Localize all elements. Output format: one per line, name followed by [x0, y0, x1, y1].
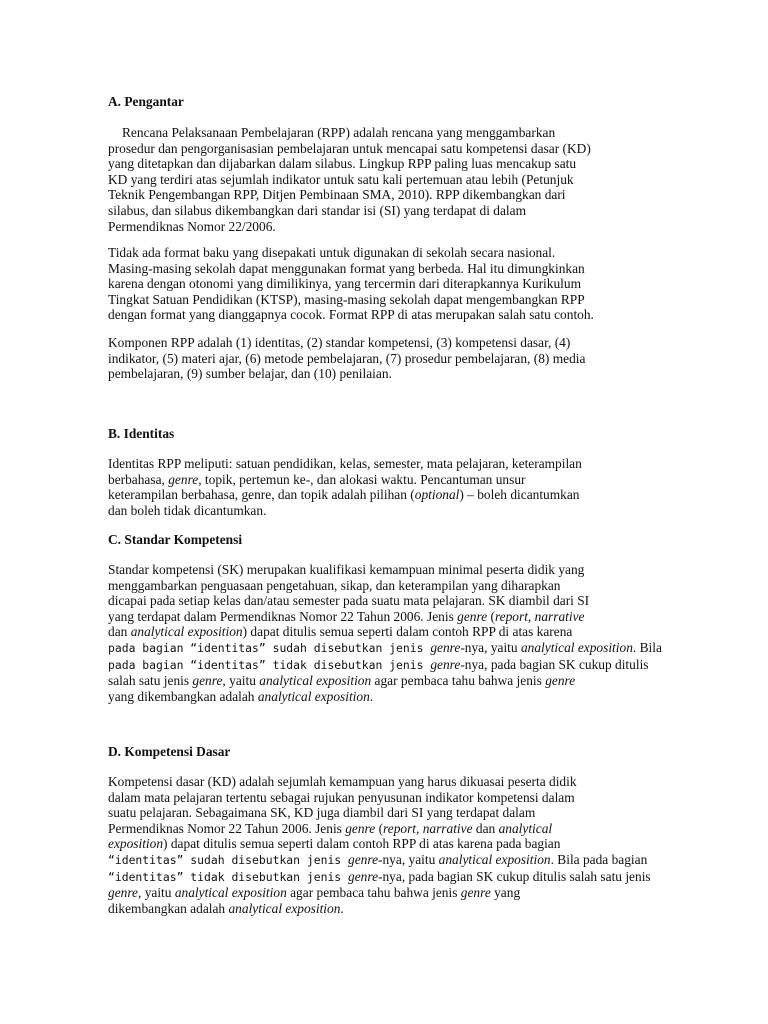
- text-line: [108, 673, 668, 689]
- italic-term: genre: [460, 885, 491, 901]
- text-run: , yaitu: [138, 885, 175, 901]
- text-run: yang: [490, 885, 521, 901]
- text-line: [108, 609, 668, 625]
- text-run: keterampilan berbahasa, genre, dan topik adalah pilihan (: [108, 487, 415, 503]
- italic-term: genre: [345, 820, 376, 836]
- text-line: karena dengan otonomi yang dimilikinya, yang tercermin dari diterapkannya Kurikulum: [108, 276, 581, 292]
- text-line: Standar kompetensi (SK) merupakan kualifikasi kemampuan minimal peserta didik yang: [108, 562, 585, 577]
- text-run: , topik, pertemun ke-, dan alokasi waktu. Pencantuman unsur: [198, 471, 526, 487]
- paragraph-standar-kompetensi: [108, 562, 668, 704]
- text-line: Teknik Pengembangan RPP, Ditjen Pembinaan SMA, 2010). RPP dikembangkan dari: [108, 187, 566, 203]
- paragraph-pengantar-1: [108, 125, 668, 234]
- text-line: [108, 821, 668, 837]
- text-line: dan boleh tidak dicantumkan.: [108, 502, 267, 518]
- text-line: Rencana Pelaksanaan Pembelajaran (RPP) adalah rencana yang menggambarkan: [122, 125, 556, 140]
- text-line: Kompetensi dasar (KD) adalah sejumlah kemampuan yang harus dikuasai peserta didik: [108, 774, 577, 789]
- text-line: [108, 640, 668, 657]
- text-line: dalam mata pelajaran tertentu sebagai rujukan penyusunan indikator kompetensi dalam: [108, 789, 575, 805]
- text-line: prosedur dan pengorganisasian pembelajaran untuk mencapai satu kompetensi dasar (KD): [108, 140, 591, 156]
- text-line: suatu pelajaran. Sebagaimana SK, KD juga diambil dari SI yang terdapat dalam: [108, 805, 536, 821]
- text-line: yang ditetapkan dan dijabarkan dalam silabus. Lingkup RPP paling luas mencakup satu: [108, 156, 577, 172]
- italic-term: genre: [457, 608, 488, 624]
- text-run: agar pembaca tahu bahwa jenis: [286, 885, 461, 901]
- text-run: dikembangkan adalah: [108, 900, 229, 916]
- italic-term: genre: [108, 885, 138, 901]
- italic-term: report, narrative: [383, 820, 473, 836]
- heading-standar-kompetensi: C. Standar Kompetensi: [108, 532, 243, 547]
- text-line: [108, 901, 668, 917]
- text-line: [108, 689, 668, 705]
- text-line: Masing-masing sekolah dapat menggunakan format yang berbeda. Hal itu dimungkinkan: [108, 260, 585, 276]
- heading-pengantar: A. Pengantar: [108, 94, 184, 109]
- text-run: agar pembaca tahu bahwa jenis: [371, 673, 546, 689]
- text-line: menggambarkan penguasaan pengetahuan, sikap, dan keterampilan yang diharapkan: [108, 577, 561, 593]
- italic-term: genre: [168, 471, 199, 487]
- paragraph-pengantar-2: [108, 245, 668, 323]
- text-line: [108, 624, 668, 640]
- text-run: dan: [108, 624, 131, 640]
- text-run: “identitas” tidak disebutkan jenis: [108, 869, 349, 884]
- text-run: .: [340, 900, 344, 916]
- italic-term: exposition: [108, 836, 164, 852]
- text-line: [108, 885, 668, 901]
- paragraph-identitas: [108, 456, 668, 518]
- text-line: Komponen RPP adalah (1) identitas, (2) standar kompetensi, (3) kompetensi dasar, (4): [108, 335, 571, 350]
- italic-term: genre: [545, 673, 576, 689]
- text-line: Tingkat Satuan Pendidikan (KTSP), masing-masing sekolah dapat mengembangkan RPP: [108, 291, 585, 307]
- text-run: ) dapat ditulis semua seperti dalam contoh RPP di atas karena: [242, 624, 573, 640]
- italic-term: genre: [348, 868, 379, 884]
- text-run: pada bagian “identitas” sudah disebutkan jenis: [108, 640, 431, 655]
- italic-term: analytical exposition: [130, 624, 243, 640]
- text-line: [108, 869, 668, 886]
- text-run: . Bila: [632, 639, 662, 655]
- italic-term: genre: [430, 656, 461, 672]
- text-line: [108, 472, 668, 488]
- text-line: [108, 836, 668, 852]
- text-line: dengan format yang dianggapnya cocok. Format RPP di atas merupakan salah satu contoh.: [108, 307, 594, 323]
- italic-term: optional: [414, 487, 460, 503]
- italic-term: genre: [192, 673, 223, 689]
- text-line: indikator, (5) materi ajar, (6) metode pembelajaran, (7) prosedur pembelajaran, (8) media: [108, 350, 586, 366]
- text-run: (: [375, 820, 384, 836]
- text-run: .: [369, 688, 374, 704]
- text-line: dicapai pada setiap kelas dan/atau semester pada suatu mata pelajaran. SK diambil dari SI: [108, 593, 590, 609]
- text-run: -nya, pada bagian SK cukup ditulis: [460, 656, 649, 672]
- text-run: pada bagian “identitas” tidak disebutkan jenis: [108, 657, 431, 672]
- italic-term: analytical exposition: [438, 851, 551, 867]
- text-run: salah satu jenis: [108, 673, 193, 689]
- text-line: Tidak ada format baku yang disepakati untuk digunakan di sekolah secara nasional.: [108, 245, 556, 260]
- italic-term: analytical exposition: [520, 639, 633, 655]
- text-line: Identitas RPP meliputi: satuan pendidikan, kelas, semester, mata pelajaran, keterampilan: [108, 456, 582, 471]
- italic-term: genre: [430, 639, 461, 655]
- paragraph-kompetensi-dasar: [108, 774, 668, 916]
- text-run: “identitas” sudah disebutkan jenis: [108, 852, 349, 867]
- heading-kompetensi-dasar: D. Kompetensi Dasar: [108, 744, 231, 759]
- text-line: [108, 487, 668, 503]
- text-run: yang dikembangkan adalah: [108, 688, 258, 704]
- text-run: -nya, yaitu: [378, 851, 439, 867]
- heading-identitas: B. Identitas: [108, 426, 175, 441]
- text-run: yang terdapat dalam Permendiknas Nomor 22 Tahun 2006. Jenis: [108, 608, 458, 624]
- text-run: , yaitu: [222, 673, 260, 689]
- text-line: [108, 852, 668, 869]
- paragraph-pengantar-3: [108, 335, 668, 382]
- italic-term: report, narrative: [494, 608, 585, 624]
- text-line: Permendiknas Nomor 22/2006.: [108, 218, 276, 234]
- text-line: KD yang terdiri atas sejumlah indikator untuk satu kali pertemuan atau lebih (Petunjuk: [108, 171, 574, 187]
- italic-term: analytical exposition: [257, 688, 370, 704]
- italic-term: analytical exposition: [174, 885, 287, 901]
- text-run: berbahasa,: [108, 471, 169, 487]
- italic-term: analytical exposition: [259, 673, 372, 689]
- text-run: ) dapat ditulis semua seperti dalam contoh RPP di atas karena pada bagian: [163, 836, 561, 852]
- text-run: -nya, pada bagian SK cukup ditulis salah satu jenis: [378, 868, 651, 884]
- text-run: -nya, yaitu: [460, 639, 521, 655]
- text-run: dan: [472, 820, 499, 836]
- text-run: ) – boleh dicantumkan: [459, 487, 580, 503]
- text-line: silabus, dan silabus dikembangkan dari standar isi (SI) yang terdapat di dalam: [108, 202, 526, 218]
- text-run: Permendiknas Nomor 22 Tahun 2006. Jenis: [108, 820, 346, 836]
- italic-term: analytical: [498, 820, 553, 836]
- text-run: . Bila pada bagian: [550, 851, 648, 867]
- text-line: [108, 657, 668, 674]
- italic-term: analytical exposition: [228, 900, 341, 916]
- text-run: (: [487, 608, 495, 624]
- text-line: pembelajaran, (9) sumber belajar, dan (10) penilaian.: [108, 366, 392, 382]
- italic-term: genre: [348, 851, 379, 867]
